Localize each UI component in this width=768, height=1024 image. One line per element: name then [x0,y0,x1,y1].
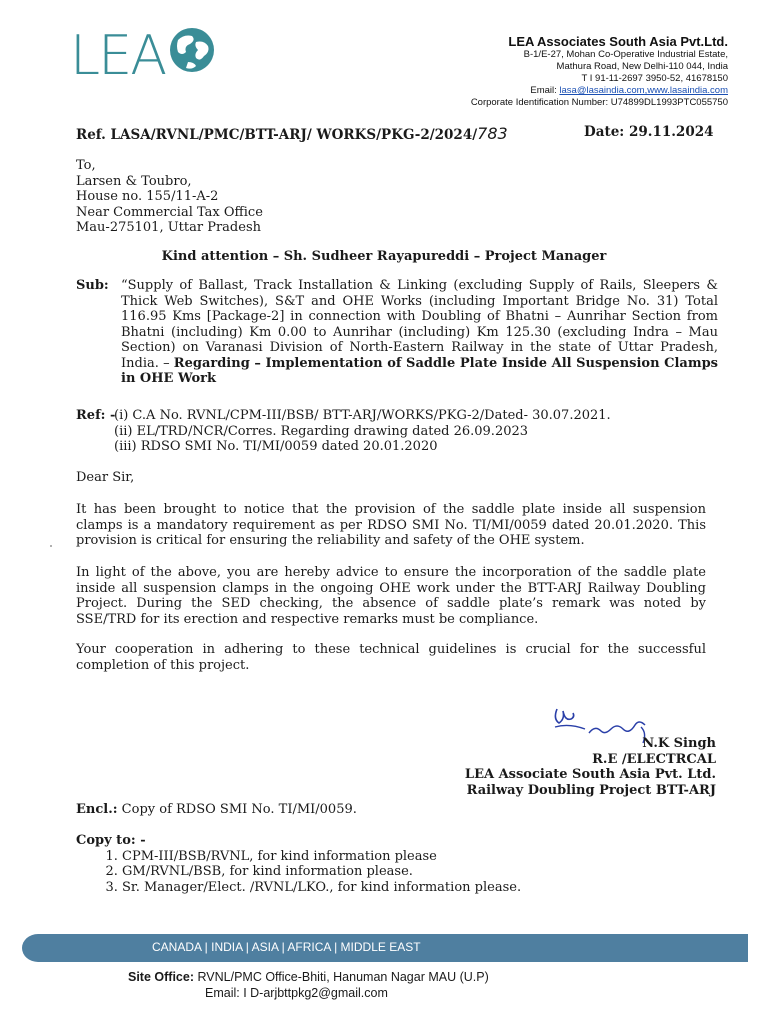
body-paragraph-1: It has been brought to notice that the provision of the saddle plate inside all suspension clamps is a mandatory requirement as per RDSO SMI No. TI/MI/0059 dated 20.01.2020. This provision is critical for ensuring the reliability and safety of the OHE system. [76,502,706,548]
copy-to-label: Copy to: - [76,833,146,848]
reference-prefix: Ref. LASA/RVNL/PMC/BTT-ARJ/ WORKS/PKG-2/2024/ [76,127,478,143]
site-office-label: Site Office: [128,970,194,984]
copy-to-item: 1. CPM-III/BSB/RVNL, for kind information please [122,849,521,865]
scan-speck [50,545,52,547]
kind-attention: Kind attention – Sh. Sudheer Rayapureddi – Project Manager [161,249,607,264]
reference-item: (iii) RDSO SMI No. TI/MI/0059 dated 20.01.2020 [114,439,438,454]
recipient-line: House no. 155/11-A-2 [76,189,219,204]
company-details [471,34,728,109]
subject-regarding: Regarding – Implementation of Saddle Plate Inside All Suspension Clamps in OHE Work [121,355,718,386]
recipient-line: Mau-275101, Uttar Pradesh [76,220,261,235]
recipient-line: To, [76,158,96,173]
footer-region-bar [22,934,748,962]
enclosure-text: Copy of RDSO SMI No. TI/MI/0059. [117,802,357,817]
copy-to-item: 2. GM/RVNL/BSB, for kind information please. [122,864,521,880]
enclosure [76,802,357,817]
company-name: LEA Associates South Asia Pvt.Ltd. [508,34,728,49]
letter-date: Date: 29.11.2024 [584,124,714,140]
body-paragraph-3: Your cooperation in adhering to these technical guidelines is crucial for the successful completion of this project. [76,642,706,673]
reference-item: (ii) EL/TRD/NCR/Corres. Regarding drawing dated 26.09.2023 [114,423,529,439]
company-logo [70,22,220,84]
signatory-block [465,736,716,798]
signatory-organization: LEA Associate South Asia Pvt. Ltd. [464,767,716,782]
reference-item: (i) C.A No. RVNL/CPM-III/BSB/ BTT-ARJ/WORKS/PKG-2/Dated- 30.07.2021. [114,408,611,423]
references-label: Ref: - [76,408,116,423]
site-office-line [128,969,489,985]
enclosure-label: Encl.: [76,802,118,817]
subject-body: “Supply of Ballast, Track Installation & Linking (excluding Supply of Rails, Sleepers & Thick Web Switches), S&T and OHE Works (including Important Bridge No. 31) Total 116.95 Kms [Package-2] in connection with Doubling of Bhatni – Aunrihar Section from Bhatni (including) Km 0.00 to Aunrihar (including) Km 125.30 (excluding Indra – Mau Section) on Varanasi Division of North-Eastern Railway in the state of Uttar Pradesh, India. – [121,278,718,371]
subject-text [121,278,718,387]
letter-reference [76,124,508,143]
company-email [471,85,728,97]
recipient-line: Larsen & Toubro, [76,173,192,189]
signatory-project: Railway Doubling Project BTT-ARJ [466,782,716,798]
references-list [114,408,734,455]
email-label: Email: [530,85,560,96]
footer-regions: CANADA | INDIA | ASIA | AFRICA | MIDDLE EAST [152,940,421,954]
company-cin: Corporate Identification Number: U74899DL1993PTC055750 [470,97,728,108]
recipient-line: Near Commercial Tax Office [76,204,263,220]
references-block [76,408,611,454]
site-office-address: RVNL/PMC Office-Bhiti, Hanuman Nagar MAU (U.P) [194,970,489,984]
copy-to-item: 3. Sr. Manager/Elect. /RVNL/LKO., for kind information please. [122,880,521,896]
subject-label: Sub: [76,278,109,293]
copy-to-list [76,849,521,896]
copy-to-block [76,833,521,895]
signatory-name: N.K Singh [642,736,716,751]
site-office-email: Email: I D-arjbttpkg2@gmail.com [205,986,388,1000]
subject-block [76,278,718,387]
body-paragraph-2: In light of the above, you are hereby advice to ensure the incorporation of the saddle plate inside all suspension clamps in the ongoing OHE work under the BTT-ARJ Railway Doubling Project. During the SED checking, the absence of saddle plate’s remark was noted by SSE/TRD for its erection and respective remarks must be compliance. [76,565,706,627]
company-address-line-2: Mathura Road, New Delhi-110 044, India [556,61,728,72]
company-phone: T I 91-11-2697 3950-52, 41678150 [581,73,728,84]
site-office [128,969,489,1001]
signatory-title: R.E /ELECTRCAL [592,751,716,767]
salutation: Dear Sir, [76,470,135,485]
logo-text: LEA [70,24,166,84]
globe-icon [170,28,214,72]
company-address-line-1: B-1/E-27, Mohan Co-Operative Industrial Estate, [523,49,728,60]
email-link[interactable]: lasa@lasaindia.com,www.lasaindia.com [559,85,728,96]
recipient-address [76,158,263,236]
reference-number: 783 [477,124,508,143]
